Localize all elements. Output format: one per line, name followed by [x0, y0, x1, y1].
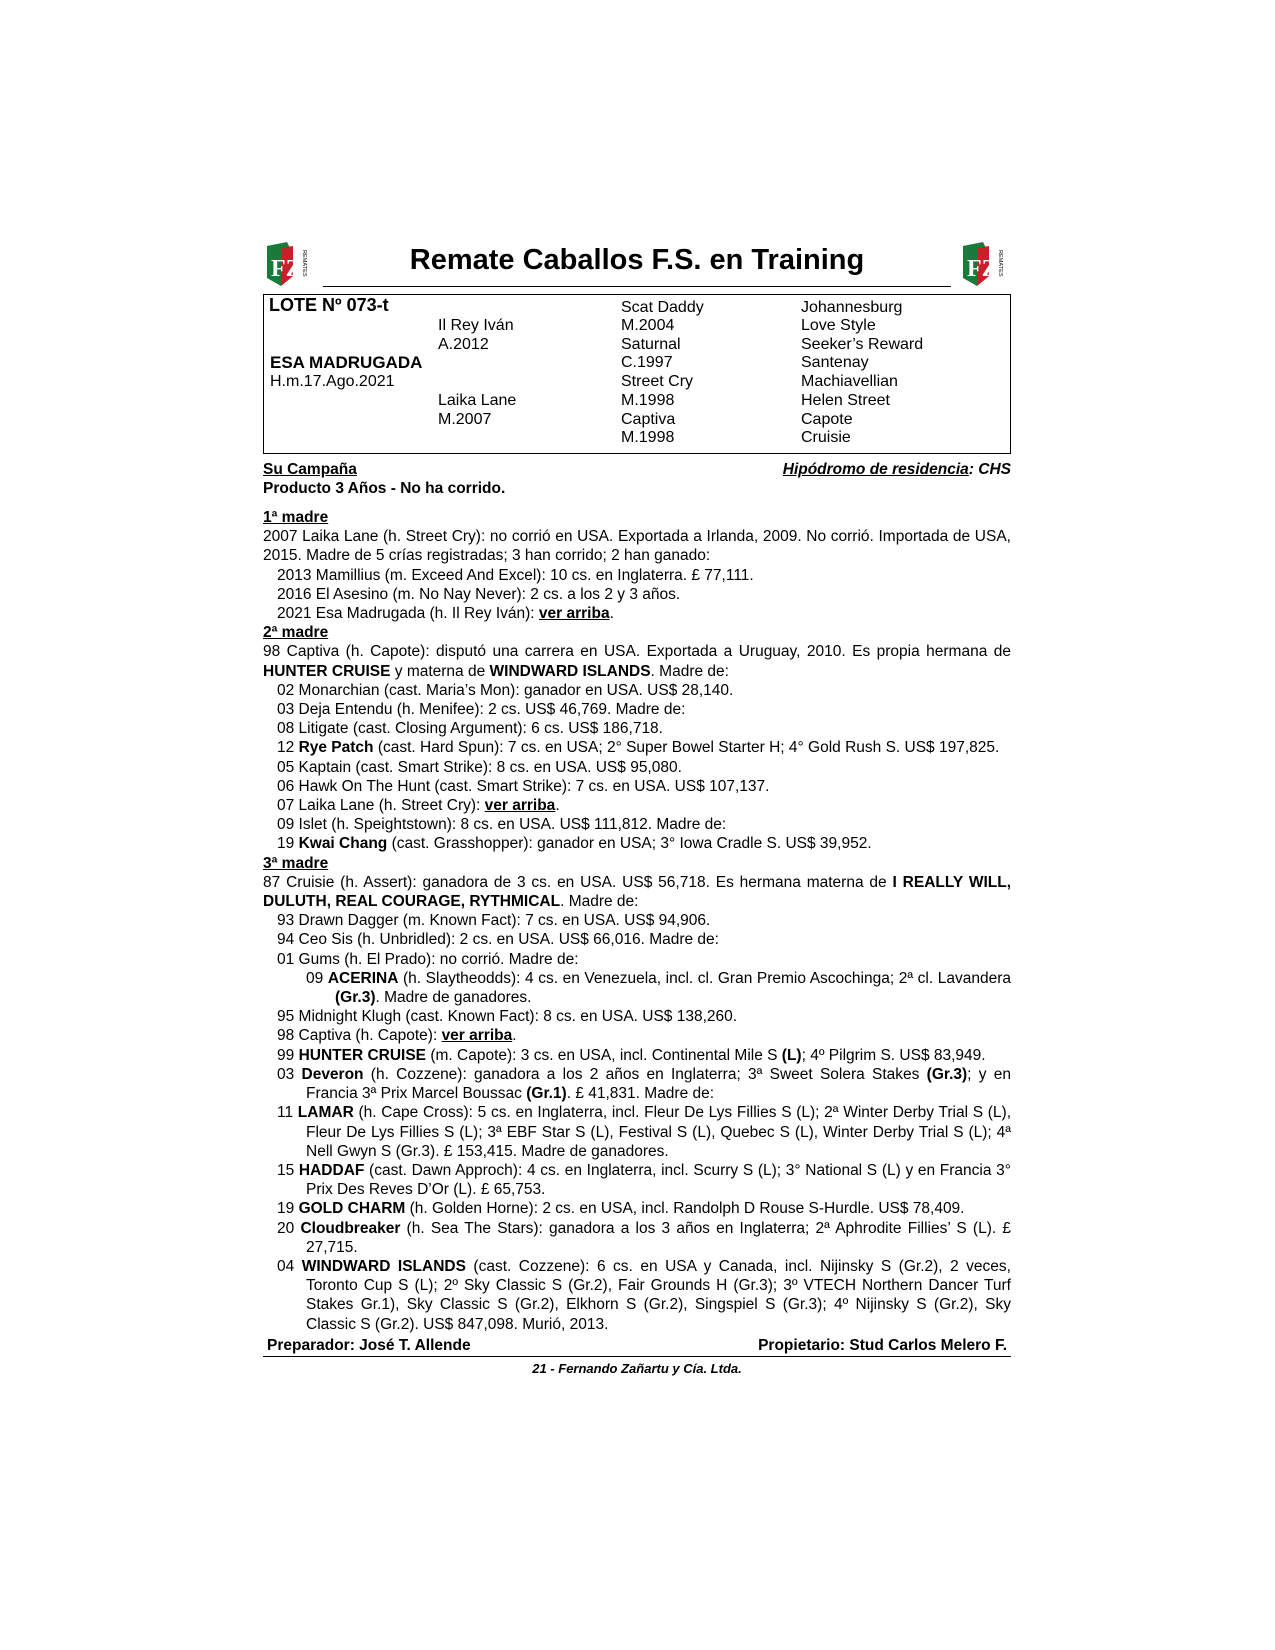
list-item-text: . £ 41,831. Madre de: [566, 1085, 715, 1103]
list-item: 03 Deja Entendu (h. Menifee): 2 cs. US$ 46,769. Madre de: [277, 701, 686, 719]
list-item: 2016 El Asesino (m. No Nay Never): 2 cs. a los 2 y 3 años. [277, 585, 681, 603]
horse-name-bold: WINDWARD ISLANDS [489, 662, 651, 680]
great-grandparent: Helen Street [801, 392, 890, 409]
great-grandparent: Love Style [801, 317, 876, 334]
list-item [263, 1161, 1011, 1199]
page-header [263, 240, 1011, 292]
list-item: 93 Drawn Dagger (m. Known Fact): 7 cs. en USA. US$ 94,906. [277, 912, 711, 930]
logo-text: REMATES [301, 250, 307, 277]
campaign-label: Su Campaña [263, 461, 357, 478]
list-item: 95 Midnight Klugh (cast. Known Fact): 8 cs. en USA. US$ 138,260. [277, 1008, 738, 1026]
logo-letters: FZ [967, 256, 998, 282]
punctuation: . [555, 797, 560, 815]
horse-name-bold: I REALLY WILL, DULUTH, REAL COURAGE, RYTHMICAL [263, 873, 1011, 911]
first-dam-intro: 2007 Laika Lane (h. Street Cry): no corrió en USA. Exportada a Irlanda, 2009. No corrió. Importada de USA, 2015. Madre de 5 crías registradas; 3 han corrido; 2 han ganado: [263, 528, 1011, 565]
see-above-link[interactable]: ver arriba [484, 797, 556, 815]
list-item [263, 1065, 1011, 1103]
horse-info: H.m.17.Ago.2021 [270, 373, 395, 390]
great-grandparent: Capote [801, 411, 853, 428]
list-item [263, 796, 1011, 815]
list-item: 08 Litigate (cast. Closing Argument): 6 cs. US$ 186,718. [277, 720, 663, 738]
list-item-text: (h. Cozzene): ganadora a los 2 años en Inglaterra; 3ª Sweet Solera Stakes [363, 1065, 927, 1083]
campaign-status: Producto 3 Años - No ha corrido. [263, 480, 506, 497]
lot-number: LOTE Nº 073-t [269, 295, 389, 315]
sire-info: A.2012 [438, 336, 489, 353]
dam-name: Laika Lane [438, 392, 517, 409]
sire-name: Il Rey Iván [438, 317, 514, 334]
trainer: Preparador: José T. Allende [267, 1336, 471, 1354]
list-item-text: (h. Sea The Stars): ganadora a los 3 años en Inglaterra; 2ª Aphrodite Fillies’ S (L). £ 27,715. [306, 1219, 1011, 1256]
residence-label: Hipódromo de residencia [782, 461, 969, 478]
grandparent-info: M.1998 [621, 392, 675, 409]
logo-text: REMATES [997, 250, 1003, 277]
year: 04 [277, 1257, 302, 1275]
pedigree-text [263, 508, 1011, 1334]
list-item [263, 1026, 1011, 1045]
great-grandparent: Seeker’s Reward [801, 336, 924, 353]
horse-name-bold: HADDAF [298, 1161, 365, 1179]
list-item-text: ; y en Francia 3ª Prix Marcel Boussac [306, 1065, 1011, 1103]
first-dam-title: 1ª madre [263, 509, 329, 526]
great-grandparent: Santenay [801, 354, 869, 371]
list-item [263, 738, 1011, 757]
list-item: 02 Monarchian (cast. Maria’s Mon): ganador en USA. US$ 28,140. [277, 681, 734, 699]
horse-name-bold: WINDWARD ISLANDS [301, 1257, 466, 1275]
intro-text: . Madre de: [650, 662, 729, 680]
list-item-text: (m. Capote): 3 cs. en USA, incl. Continental Mile S [426, 1046, 782, 1064]
horse-name-bold: LAMAR [297, 1104, 354, 1122]
list-item: 94 Ceo Sis (h. Unbridled): 2 cs. en USA. US$ 66,016. Madre de: [277, 931, 719, 949]
list-item: 09 Islet (h. Speightstown): 8 cs. en USA. US$ 111,812. Madre de: [277, 816, 727, 834]
horse-name-bold: Rye Patch [298, 739, 374, 757]
grandparent-info: M.1998 [621, 429, 675, 446]
grade-label: (Gr.3) [926, 1065, 968, 1083]
campaign-section [263, 460, 1011, 498]
list-item-text: (h. Cape Cross): 5 cs. en Inglaterra, incl. Fleur De Lys Fillies S (L); 2ª Winter Derby Trial S (L), Fleur De Lys Fillies S (L); 3ª EBF Star S (L), Festival S (L), Quebec S (L), Winter Derby Trial S (L); 4ª Nell Gwyn S (Gr.3). £ 153,415. Madre de ganadores. [306, 1104, 1011, 1160]
great-grandparent: Johannesburg [801, 299, 903, 316]
grandparent-info: M.2004 [621, 317, 675, 334]
year: 11 [277, 1104, 298, 1122]
list-item-text: 2021 Esa Madrugada (h. Il Rey Iván): [277, 605, 539, 623]
grandparent-name: Saturnal [621, 336, 681, 353]
list-item [263, 969, 1011, 1007]
footer-credits [263, 1336, 1011, 1357]
horse-name: ESA MADRUGADA [270, 353, 423, 372]
grandparent-info: C.1997 [621, 354, 673, 371]
list-item [263, 1257, 1011, 1334]
grandparent-name: Street Cry [621, 373, 694, 390]
list-item [263, 1199, 1011, 1218]
grade-label: (Gr.1) [526, 1085, 567, 1103]
horse-name-bold: Cloudbreaker [300, 1219, 401, 1237]
logo-letters: FZ [271, 256, 302, 282]
horse-name-bold: GOLD CHARM [298, 1200, 406, 1218]
intro-text: 87 Cruisie (h. Assert): ganadora de 3 cs. en USA. US$ 56,718. Es hermana materna de [263, 873, 893, 891]
year: 09 [306, 969, 328, 987]
catalog-page [263, 240, 1011, 1376]
list-item [263, 1103, 1011, 1161]
list-item: 01 Gums (h. El Prado): no corrió. Madre de: [277, 950, 579, 968]
third-dam-intro [263, 873, 1011, 911]
list-item-text: 98 Captiva (h. Capote): [277, 1027, 442, 1045]
horse-name-bold: HUNTER CRUISE [298, 1046, 427, 1064]
grade-label: (Gr.3) [335, 989, 376, 1007]
remates-logo [263, 240, 315, 288]
great-grandparent: Machiavellian [801, 373, 898, 390]
dam-info: M.2007 [438, 411, 492, 428]
grade-label: (L) [781, 1046, 802, 1064]
horse-name-bold: ACERINA [327, 969, 399, 987]
great-grandparent: Cruisie [801, 429, 851, 446]
intro-text: 98 Captiva (h. Capote): disputó una carrera en USA. Exportada a Uruguay, 2010. Es propia hermana de [263, 643, 1011, 661]
residence-value: : CHS [968, 461, 1011, 478]
list-item-text: (h. Slaytheodds): 4 cs. en Venezuela, incl. cl. Gran Premio Ascochinga; 2ª cl. Lavandera [398, 969, 1011, 987]
grandparent-name: Scat Daddy [621, 299, 704, 316]
page-footer: 21 - Fernando Zañartu y Cía. Ltda. [532, 1360, 742, 1376]
owner: Propietario: Stud Carlos Melero F. [758, 1336, 1007, 1354]
year: 19 [277, 1200, 299, 1218]
third-dam-title: 3ª madre [263, 854, 329, 872]
intro-text: y materna de [390, 662, 490, 680]
horse-name-bold: HUNTER CRUISE [263, 662, 391, 680]
year: 99 [277, 1046, 299, 1064]
year: 20 [277, 1219, 301, 1237]
list-item-text: ; 4º Pilgrim S. US$ 83,949. [801, 1046, 986, 1064]
pedigree-box [263, 294, 1011, 454]
year: 19 [277, 835, 299, 853]
list-item-text: (cast. Grasshopper): ganador en USA; 3° Iowa Cradle S. US$ 39,952. [387, 835, 872, 853]
intro-text: . Madre de: [560, 893, 639, 911]
see-above-link[interactable]: ver arriba [538, 605, 610, 623]
page-title: Remate Caballos F.S. en Training [323, 240, 951, 287]
residence-field [783, 460, 1011, 479]
list-item [263, 834, 1011, 853]
list-item [263, 604, 1011, 623]
list-item-text: (cast. Cozzene): 6 cs. en USA y Canada, incl. Nijinsky S (Gr.2), 2 veces, Toronto Cup S (L); 2º Sky Classic S (Gr.2), Fair Grounds H (Gr.3); 3º VTECH Northern Dancer Turf Stakes Gr.1), Sky Classic S (Gr.2), Elkhorn S (Gr.2), Singspiel S (Gr.3); 4º Nijinsky S (Gr.2), Sky Classic S (Gr.2). US$ 847,098. Murió, 2013. [306, 1257, 1011, 1333]
punctuation: . [609, 605, 614, 623]
list-item-text: (cast. Dawn Approch): 4 cs. en Inglaterra, incl. Scurry S (L); 3° National S (L) y en Francia 3° Prix Des Reves D’Or (L). £ 65,753. [306, 1161, 1011, 1199]
list-item [263, 1219, 1011, 1257]
list-item: 05 Kaptain (cast. Smart Strike): 8 cs. en USA. US$ 95,080. [277, 758, 682, 776]
horse-name-bold: Kwai Chang [298, 835, 388, 853]
list-item: 06 Hawk On The Hunt (cast. Smart Strike): 7 cs. en USA. US$ 107,137. [277, 777, 770, 795]
list-item: 2013 Mamillius (m. Exceed And Excel): 10 cs. en Inglaterra. £ 77,111. [277, 566, 754, 584]
list-item-text: (h. Golden Horne): 2 cs. en USA, incl. Randolph D Rouse S-Hurdle. US$ 78,409. [405, 1200, 965, 1218]
list-item-text: (cast. Hard Spun): 7 cs. en USA; 2° Super Bowel Starter H; 4° Gold Rush S. US$ 197,825. [373, 739, 1000, 757]
grandparent-name: Captiva [621, 411, 676, 428]
year: 03 [277, 1065, 302, 1083]
year: 12 [277, 739, 299, 757]
second-dam-title: 2ª madre [263, 624, 329, 642]
see-above-link[interactable]: ver arriba [441, 1027, 513, 1045]
list-item-text: 07 Laika Lane (h. Street Cry): [277, 797, 485, 815]
remates-logo-right [959, 240, 1011, 288]
list-item-text: . Madre de ganadores. [375, 989, 532, 1007]
list-item [263, 1046, 1011, 1065]
second-dam-intro [263, 642, 1011, 680]
year: 15 [277, 1161, 299, 1179]
punctuation: . [512, 1027, 517, 1045]
horse-name-bold: Deveron [301, 1065, 364, 1083]
